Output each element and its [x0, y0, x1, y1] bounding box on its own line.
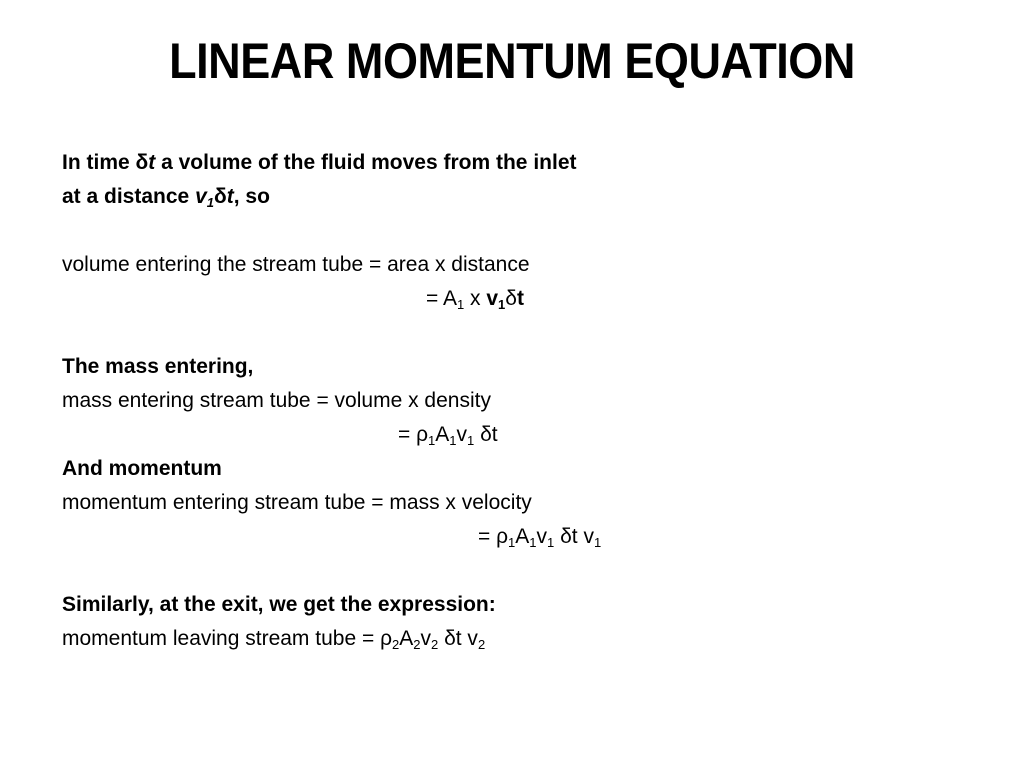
subscript: 1	[467, 433, 475, 448]
volume-label: volume entering the stream tube = area x distance	[62, 253, 530, 276]
exit-equation	[62, 622, 962, 656]
mass-label: mass entering stream tube = volume x density	[62, 389, 491, 412]
subscript: 1	[547, 535, 555, 550]
subscript: 1	[428, 433, 436, 448]
exit-heading: Similarly, at the exit, we get the expression:	[62, 593, 496, 616]
eq-text: v	[420, 627, 431, 650]
mass-equation	[62, 418, 962, 452]
eq-text: δt	[474, 423, 498, 446]
intro-line-2	[62, 180, 962, 214]
subscript: 1	[206, 195, 214, 210]
slide-title: LINEAR MOMENTUM EQUATION	[169, 33, 855, 89]
velocity-symbol: v	[195, 185, 207, 208]
subscript: 2	[477, 637, 486, 652]
mass-heading: The mass entering,	[62, 355, 254, 378]
delta-symbol: δ	[135, 151, 149, 174]
eq-text: A	[399, 627, 414, 650]
spacer	[62, 214, 962, 248]
eq-text: = A	[426, 287, 457, 310]
eq-text: A	[515, 525, 530, 548]
subscript: 1	[529, 535, 537, 550]
subscript: 1	[498, 297, 506, 312]
eq-text: = ρ	[398, 423, 429, 446]
subscript: 2	[392, 637, 400, 652]
time-symbol: t	[226, 185, 234, 208]
subscript: 1	[456, 297, 465, 312]
spacer	[62, 316, 962, 350]
intro-text: at a distance	[62, 185, 196, 208]
subscript: 1	[508, 535, 516, 550]
eq-text: δt v	[554, 525, 594, 548]
eq-text: x	[464, 287, 487, 310]
subscript: 2	[431, 637, 439, 652]
eq-text: v	[456, 423, 468, 446]
spacer	[62, 554, 962, 588]
time-symbol: t	[516, 287, 524, 310]
eq-text: = ρ	[478, 525, 509, 548]
eq-text: δt v	[438, 627, 478, 650]
delta-symbol: δ	[213, 185, 227, 208]
momentum-equation	[62, 520, 962, 554]
subscript: 1	[593, 535, 602, 550]
delta-symbol: δ	[505, 287, 517, 310]
intro-text-rest: , so	[233, 185, 270, 208]
intro-line-1	[62, 146, 962, 180]
slide-body	[62, 146, 962, 656]
intro-text-rest: a volume of the fluid moves from the inlet	[155, 151, 577, 174]
eq-text: momentum leaving stream tube = ρ	[62, 627, 393, 650]
subscript: 2	[413, 637, 421, 652]
eq-text: A	[435, 423, 450, 446]
intro-text: In time	[62, 151, 136, 174]
subscript: 1	[449, 433, 457, 448]
eq-text: v	[536, 525, 548, 548]
momentum-label: momentum entering stream tube = mass x velocity	[62, 491, 532, 514]
momentum-heading: And momentum	[62, 457, 222, 480]
time-symbol: t	[148, 151, 156, 174]
velocity-symbol: v	[486, 287, 499, 310]
volume-equation	[62, 282, 962, 316]
